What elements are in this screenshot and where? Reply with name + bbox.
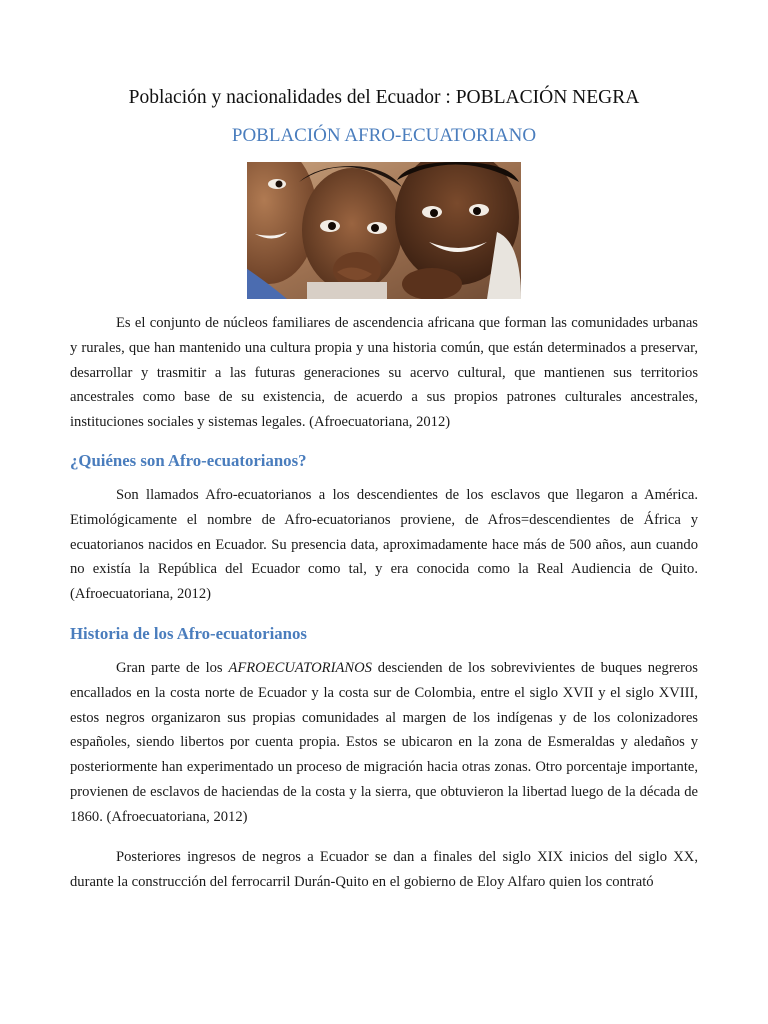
intro-paragraph-text: Es el conjunto de núcleos familiares de ascendencia africana que forman las comunidades urbanas y rurales, que han mantenido una cultura propia y una historia común, que están determinados a preservar, desarrollar y trasmitir a las futuras generaciones su acervo cultural, que mantienen sus territorios ancestrales como base de su existencia, de acuerdo a sus propios patrones culturales ancestrales, instituciones sociales y sistemas legales. (Afroecuatoriana, 2012) — [70, 315, 698, 431]
section2-paragraph1 — [70, 656, 698, 830]
section1-paragraph — [70, 483, 698, 607]
section2-paragraph1-before: Gran parte de los — [116, 660, 229, 676]
children-photo — [247, 162, 521, 299]
section2-paragraph2-text: Posteriores ingresos de negros a Ecuador se dan a finales del siglo XIX inicios del siglo XX, durante la construcción del ferrocarril Durán-Quito en el gobierno de Eloy Alfaro quien los contrató — [70, 849, 698, 890]
document-subtitle: POBLACIÓN AFRO-ECUATORIANO — [231, 125, 537, 146]
section2-paragraph1-after: descienden de los sobrevivientes de buques negreros encallados en la costa norte de Ecuador y la costa sur de Colombia, entre el siglo XVII y el siglo XVIII, estos negros organizaron sus propias comunidades al margen de los indígenas y de los colonizadores españoles, siendo libertos por cuenta propia. Estos se ubicaron en la zona de Esmeraldas y aledaños y posteriormente han experimentado un proceso de migración hacia otras zonas. Otro porcentaje importante, provienen de esclavos de haciendas de la costa y la sierra, que obtuvieron la libertad luego de la década de 1860. (Afroecuatoriana, 2012) — [70, 660, 698, 825]
section2-paragraph2 — [70, 845, 698, 895]
intro-paragraph — [70, 311, 698, 435]
afroecuatorianos-emphasis: AFROECUATORIANOS — [228, 660, 372, 676]
section-heading-quienes: ¿Quiénes son Afro-ecuatorianos? — [70, 451, 307, 470]
section1-paragraph-text: Son llamados Afro-ecuatorianos a los descendientes de los esclavos que llegaron a América. Etimológicamente el nombre de Afro-ecuatorianos proviene, de Afros=descendientes de África y ecuatorianos nacidos en Ecuador. Su presencia data, aproximadamente hace más de 500 años, aun cuando no existía la República del Ecuador como tal, y era conocida como la Real Audiencia de Quito. (Afroecuatoriana, 2012) — [70, 487, 698, 603]
section-heading-historia: Historia de los Afro-ecuatorianos — [70, 624, 307, 643]
document-title: Población y nacionalidades del Ecuador : POBLACIÓN NEGRA — [128, 87, 640, 108]
